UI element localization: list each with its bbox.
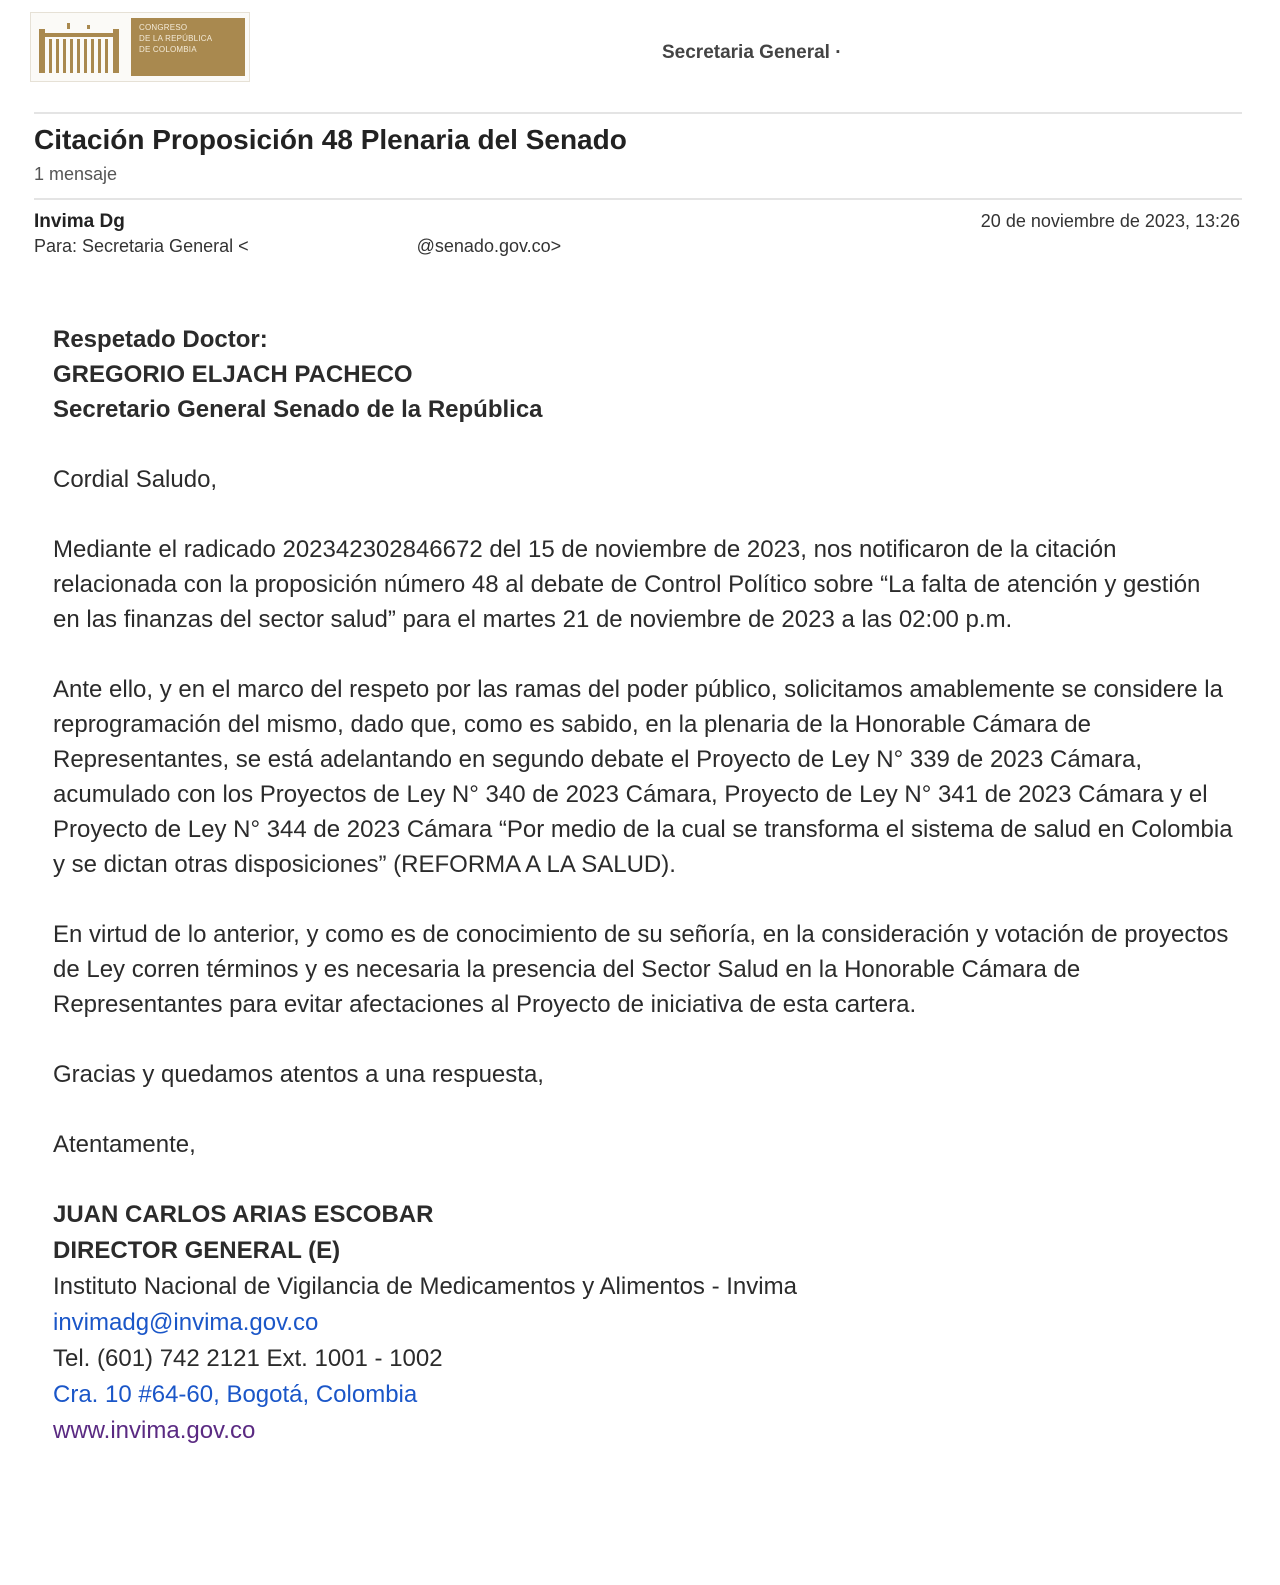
- signer-website-link[interactable]: www.invima.gov.co: [53, 1417, 256, 1444]
- body-paragraph-3: En virtud de lo anterior, y como es de conocimiento de su señoría, en la consideración y votación de proyectos de Ley corren términos y es necesaria la presencia del Sector Salud en la Honorable Cámara de Representantes para evitar afectaciones al Proyecto de iniciativa de esta cartera.: [53, 921, 1229, 1018]
- logo-wordmark: CONGRESO DE LA REPÚBLICA DE COLOMBIA: [131, 18, 245, 76]
- salutation-line: Respetado Doctor:: [53, 326, 268, 353]
- signer-organization: Instituto Nacional de Vigilancia de Medicamentos y Alimentos - Invima: [53, 1273, 797, 1300]
- signer-title: DIRECTOR GENERAL (E): [53, 1237, 341, 1264]
- body-paragraph-2: Ante ello, y en el marco del respeto por las ramas del poder público, solicitamos amablemente se considere la reprogramación del mismo, dado que, como es sabido, en la plenaria de la Honorable Cámara de Representantes, se está adelantando en segundo debate el Proyecto de Ley N° 339 de 2023 Cámara, acumulado con los Proyectos de Ley N° 340 de 2023 Cámara, Proyecto de Ley N° 341 de 2023 Cámara y el Proyecto de Ley N° 344 de 2023 Cámara “Por medio de la cual se transforma el sistema de salud en Colombia y se dictan otras disposiciones” (REFORMA A LA SALUD).: [53, 676, 1233, 878]
- congress-logo: [30, 12, 250, 82]
- signer-address-link[interactable]: Cra. 10 #64-60, Bogotá, Colombia: [53, 1381, 418, 1408]
- mailbox-label: Secretaria General ·: [662, 42, 842, 63]
- signer-name: JUAN CARLOS ARIAS ESCOBAR: [53, 1201, 434, 1228]
- recipient-title: Secretario General Senado de la República: [53, 396, 543, 423]
- message-count: 1 mensaje: [34, 164, 118, 184]
- signer-email-link[interactable]: invimadg@invima.gov.co: [53, 1309, 319, 1336]
- body-paragraph-4: Gracias y quedamos atentos a una respuesta,: [53, 1061, 544, 1088]
- body-paragraph-1: Mediante el radicado 202342302846672 del 15 de noviembre de 2023, nos notificaron de la citación relacionada con la proposición número 48 al debate de Control Político sobre “La falta de atención y gestión en las finanzas del sector salud” para el martes 21 de noviembre de 2023 a las 02:00 p.m.: [53, 536, 1201, 633]
- header-divider: [34, 112, 1242, 114]
- email-body: [53, 322, 1233, 1449]
- email-subject: Citación Proposición 48 Plenaria del Senado: [34, 124, 627, 155]
- greeting: Cordial Saludo,: [53, 466, 218, 493]
- sender-name[interactable]: Invima Dg: [34, 211, 125, 232]
- recipient-domain: @senado.gov.co>: [416, 236, 562, 256]
- salutation-block: [53, 322, 1233, 427]
- signer-phone: Tel. (601) 742 2121 Ext. 1001 - 1002: [53, 1345, 443, 1372]
- thread-divider: [34, 198, 1242, 200]
- recipient-full-name: GREGORIO ELJACH PACHECO: [53, 361, 413, 388]
- message-date: 20 de noviembre de 2023, 13:26: [980, 211, 1240, 231]
- signature-block: [53, 1197, 1233, 1449]
- capitol-columns-icon: [37, 21, 131, 75]
- closing: Atentamente,: [53, 1131, 196, 1158]
- recipient-prefix: Para: Secretaria General <: [34, 236, 249, 256]
- recipient-line: [34, 236, 561, 257]
